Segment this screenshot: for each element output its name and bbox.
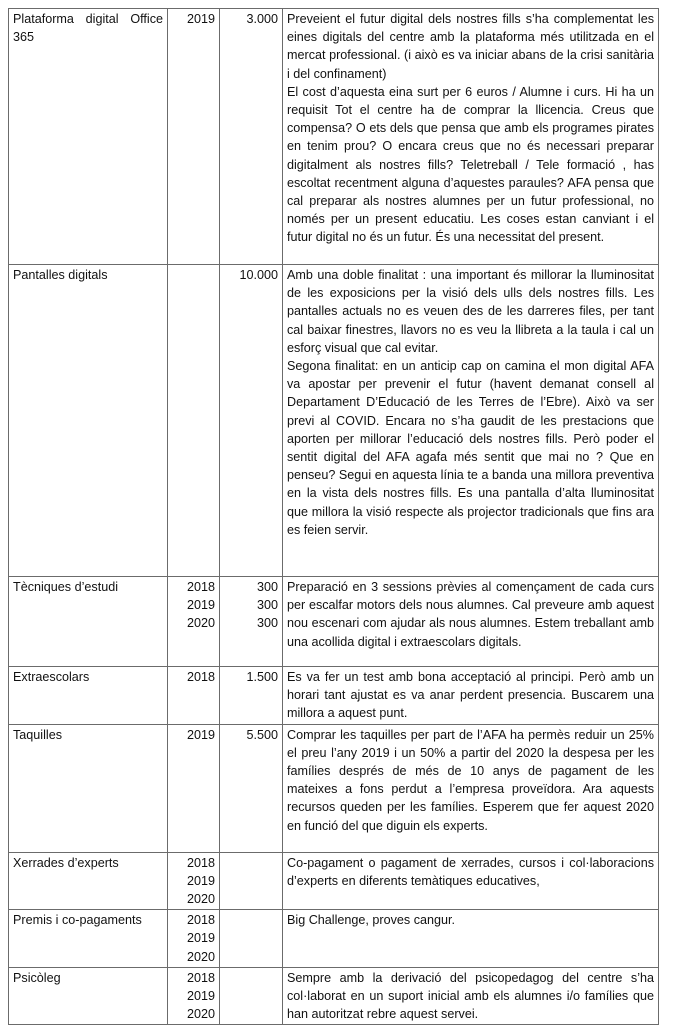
year-cell xyxy=(168,577,220,667)
year-value: 2019 xyxy=(186,12,215,26)
amount-value: 300 xyxy=(256,598,278,613)
year-value: 2018 xyxy=(186,670,215,684)
table-row xyxy=(9,724,659,852)
amount-value: 5.500 xyxy=(246,727,278,742)
description-paragraph: Preveient el futur digital dels nostres fills s’ha complementat les eines digitals del centre amb la plataforma més utilitzada en el mercat professional. (i això es va iniciar abans de la crisi sanitària i del confinament) xyxy=(287,12,654,81)
table-row xyxy=(9,852,659,910)
amount-cell xyxy=(220,967,283,1025)
amount-cell xyxy=(220,724,283,852)
description-cell xyxy=(283,265,659,577)
description-paragraph: Sempre amb la derivació del psicopedagog del centre s’ha col·laborat en un suport inicial amb els alumnes i/o famílies que han autoritzat rebre aquest servei. xyxy=(287,970,654,1022)
amount-value: 300 xyxy=(256,580,278,594)
budget-table xyxy=(8,8,659,1025)
description-paragraph: Co-pagament o pagament de xerrades, cursos i col·laboracions d’experts en diferents temàtiques educatives, xyxy=(287,855,654,888)
description-cell xyxy=(283,724,659,852)
year-value: 2019 xyxy=(186,873,215,888)
year-cell xyxy=(168,724,220,852)
table-row xyxy=(9,967,659,1025)
year-value: 2020 xyxy=(186,892,215,907)
year-cell xyxy=(168,265,220,577)
amount-value: 1.500 xyxy=(246,670,278,684)
item-name: Pantalles digitals xyxy=(9,265,168,577)
amount-value: 10.000 xyxy=(239,268,278,282)
year-cell xyxy=(168,967,220,1025)
year-value: 2020 xyxy=(186,1007,215,1022)
year-cell xyxy=(168,910,220,968)
amount-cell xyxy=(220,265,283,577)
description-paragraph: Amb una doble finalitat : una important és millorar la lluminositat de les exposicions per la visió dels ulls dels nostres fills. Les pantalles actuals no es veuen des de les darreres files, per tant cal baixar finestres, llavors no es veu la llibreta a la taula i cal un esforç visual que cal evitar. xyxy=(287,268,654,355)
description-paragraph: Preparació en 3 sessions prèvies al començament de cada curs per escalfar motors dels nous alumnes. Cal preveure amb aquest nou escenari com ajudar als nous alumnes. Estem treballant amb una acollida digital i extraescolars digitals. xyxy=(287,580,654,649)
year-value: 2019 xyxy=(186,727,215,742)
description-cell xyxy=(283,9,659,265)
year-value: 2018 xyxy=(186,580,215,594)
year-value: 2018 xyxy=(186,970,215,985)
item-name: Taquilles xyxy=(9,724,168,852)
table-row xyxy=(9,910,659,968)
year-cell xyxy=(168,852,220,910)
year-value: 2019 xyxy=(186,989,215,1004)
year-value: 2020 xyxy=(186,616,215,631)
table-row xyxy=(9,9,659,265)
item-name: Xerrades d’experts xyxy=(9,852,168,910)
table-row xyxy=(9,265,659,577)
item-name: Extraescolars xyxy=(9,667,168,725)
item-name: Plataforma digital Office 365 xyxy=(9,9,168,265)
amount-cell xyxy=(220,852,283,910)
amount-value: 3.000 xyxy=(246,12,278,26)
amount-value: 300 xyxy=(256,616,278,631)
description-cell xyxy=(283,910,659,968)
amount-cell xyxy=(220,910,283,968)
year-cell xyxy=(168,9,220,265)
description-cell xyxy=(283,967,659,1025)
year-value: 2020 xyxy=(186,949,215,964)
description-cell xyxy=(283,667,659,725)
year-value: 2019 xyxy=(186,598,215,613)
year-value: 2018 xyxy=(186,855,215,870)
description-paragraph: Comprar les taquilles per part de l’AFA ha permès reduir un 25% el preu l’any 2019 i un 50% a partir del 2020 la despesa per les famílies després de més de 10 anys de pagament de les mateixes a fons perdut a l’empresa proveïdora. Ara aquests recursos queden per les famílies. Esperem que fer aquest 2020 en funció del que diguin els experts. xyxy=(287,727,654,833)
amount-cell xyxy=(220,9,283,265)
item-name: Psicòleg xyxy=(9,967,168,1025)
item-name: Premis i co-pagaments xyxy=(9,910,168,968)
year-value: 2018 xyxy=(186,913,215,928)
year-value: 2019 xyxy=(186,931,215,946)
description-cell xyxy=(283,577,659,667)
description-paragraph: Big Challenge, proves cangur. xyxy=(287,913,456,928)
description-paragraph: Es va fer un test amb bona acceptació al principi. Però amb un horari tant ajustat es va anar perdent presencia. Buscarem una millora a aquest punt. xyxy=(287,670,654,721)
description-paragraph: El cost d’aquesta eina surt per 6 euros / Alumne i curs. Hi ha un requisit Tot el centre ha de comprar la llicencia. Creus que compensa? O ets dels que pensa que amb els programes pirates en tenim prou? O encara creus que no és necessari preparar digitalment als nostres fills? Teletreball / Tele formació , has escoltat recentment alguna d’aquestes paraules? AFA pensa que cal preparar als nostres alumnes per un futur professional, no només per un present educatiu. Les coses estan canviant i el futur digital no és un futur. És una necessitat del present. xyxy=(287,84,654,245)
table-row xyxy=(9,667,659,725)
budget-table-body xyxy=(9,9,659,1025)
description-paragraph: Segona finalitat: en un anticip cap on camina el mon digital AFA va apostar per prevenir el futur (havent demanat consell al Departament D’Educació de les Terres de l’Ebre). Això va ser previ al COVID. Encara no s’ha gaudit de les prestacions que aporten per millorar l’educació dels nostres fills. Però poder el sentit digital del AFA agafa més sentit que mai no ? Que en penseu? Segui en aquesta línia te a banda una millora preventiva en la vista dels nostres fills. Es una pantalla d’alta lluminositat que millora la visió respecte als projector tradicionals que fins ara es feien servir. xyxy=(287,359,654,537)
year-cell xyxy=(168,667,220,725)
description-cell xyxy=(283,852,659,910)
amount-cell xyxy=(220,577,283,667)
item-name: Tècniques d’estudi xyxy=(9,577,168,667)
table-row xyxy=(9,577,659,667)
amount-cell xyxy=(220,667,283,725)
